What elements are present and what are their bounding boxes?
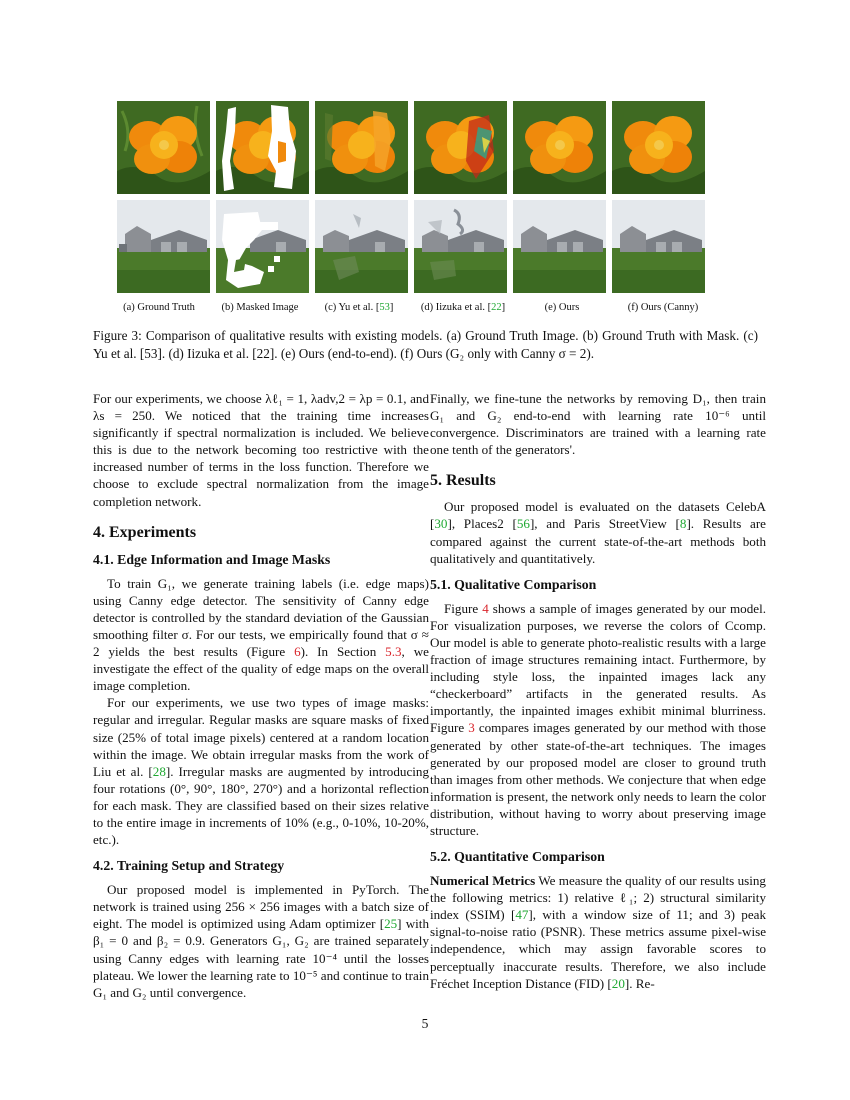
paragraph: For our experiments, we use two types of image masks: regular and irregular. Regular masks are square masks of fixed size (25% of total image pixels) centered at a random location within the image. We obtain irregular masks from the work of Liu et al. [28]. Irregular masks are augmented by introducing four rotations (0°, 90°, 180°, 270°) and a horizontal reflection for each mask. They are classified based on their sizes relative to the entire image in increments of 10% (e.g., 0-10%, 10-20%, etc.). (93, 695, 429, 848)
right-column (430, 390, 766, 992)
figure-link[interactable]: 4 (482, 600, 489, 616)
figure-link[interactable]: 6 (294, 644, 301, 660)
subcaption-f: (f) Ours (Canny) (627, 302, 699, 313)
figure-link[interactable]: 3 (468, 720, 475, 736)
subsection-heading: 4.1. Edge Information and Image Masks (93, 551, 331, 567)
citation-link[interactable]: 53 (379, 302, 390, 313)
paragraph: To train G₁, we generate training labels (i.e. edge maps) using Canny edge detector. The sensitivity of Canny edge detector is controlled by the standard deviation of the Gaussian smoothing filter σ. For our tests, we empirically found that σ ≈ 2 yields the best results (Figure 6). In Section 5.3, we investigate the effect of the quality of edge maps on the overall image completion. (93, 575, 429, 694)
citation-link[interactable]: 28 (152, 763, 166, 779)
subcaption-c: (c) Yu et al. [53] (324, 302, 394, 313)
citation-link[interactable]: 56 (516, 516, 530, 532)
citation-link[interactable]: 20 (611, 975, 625, 991)
paragraph: Our proposed model is evaluated on the datasets CelebA [30], Places2 [56], and Paris StreetView [8]. Results are compared against the current state-of-the-art methods both qualitatively and quantitatively. (430, 499, 766, 566)
subsection-heading: 5.2. Quantitative Comparison (430, 849, 605, 865)
flower-masked-image (216, 101, 309, 194)
paragraph: Numerical Metrics We measure the quality of our results using the following metrics: 1) relative ℓ₁; 2) structural similarity index (SSIM) [47], with a window size of 11; and 3) peak signal-to-noise ratio (PSNR). These metrics assume pixel-wise independence, which may assign favorable scores to perceptually inaccurate results. Therefore, we also include Fréchet Inception Distance (FID) [20]. Re- (430, 873, 766, 991)
citation-link[interactable]: 25 (384, 916, 398, 932)
paragraph: Finally, we fine-tune the networks by removing D₁, then train G₁ and G₂ end-to-end with learning rate 10⁻⁶ until convergence. Discriminators are trained with a learning rate one tenth of the generators'. (430, 391, 766, 458)
citation-link[interactable]: 8 (679, 516, 687, 532)
section-heading: 5. Results (430, 472, 496, 490)
subcaption-e: (e) Ours (544, 302, 580, 313)
flower-iizuka-result (414, 101, 507, 194)
section-link[interactable]: 5.3 (385, 644, 402, 660)
flower-row (117, 101, 711, 194)
house-ours-canny-result (612, 200, 705, 293)
house-ground-truth-image (117, 200, 210, 293)
paragraph-heading: Numerical Metrics (430, 873, 536, 889)
left-column (93, 390, 429, 1001)
house-iizuka-result (414, 200, 507, 293)
citation-link[interactable]: 47 (515, 907, 529, 923)
subsection-heading: 5.1. Qualitative Comparison (430, 576, 597, 592)
figure-3-grid (117, 101, 711, 299)
house-ours-result (513, 200, 606, 293)
subcaption-b: (b) Masked Image (221, 302, 299, 313)
house-row (117, 200, 711, 293)
subfigure-captions (108, 302, 720, 313)
figure-caption: Figure 3: Comparison of qualitative results with existing models. (a) Ground Truth Image. (b) Ground Truth with Mask. (c) Yu et al. [53]. (d) Iizuka et al. [22]. (e) Ours (end-to-end). (f) Ours (G₂ only with Canny σ = 2). (93, 328, 758, 361)
subcaption-d: (d) Iizuka et al. [22] (420, 302, 506, 313)
subcaption-a: (a) Ground Truth (123, 302, 195, 313)
page-number: 5 (421, 1016, 429, 1031)
paragraph: For our experiments, we choose λℓ₁ = 1, λadv,2 = λp = 0.1, and λs = 250. We noticed that the training time increases significantly if spectral normalization is included. We believe this is due to the network becoming too restrictive with the increased number of terms in the loss function. Therefore we choose to exclude spectral normalization from the image completion network. (93, 391, 429, 509)
house-yu-result (315, 200, 408, 293)
flower-ours-canny-result (612, 101, 705, 194)
flower-ours-result (513, 101, 606, 194)
paragraph: Figure 4 shows a sample of images generated by our model. For visualization purposes, we reverse the colors of Ccomp. Our model is able to generate photo-realistic results with a large fraction of image structures remaining intact. Furthermore, by including style loss, the inpainted images lack any “checkerboard” artifacts in the generated results. As importantly, the inpainted images exhibit minimal blurriness. Figure 3 compares images generated by our method with those generated by other state-of-the-art techniques. The images generated by our proposed model are closer to ground truth than images from other methods. We conjecture that when edge information is present, the network only needs to learn the color distribution, without having to worry about preserving image structure. (430, 600, 766, 838)
subsection-heading: 4.2. Training Setup and Strategy (93, 858, 285, 874)
section-heading: 4. Experiments (93, 523, 197, 541)
citation-link[interactable]: 22 (491, 302, 502, 313)
house-masked-image (216, 200, 309, 293)
flower-ground-truth-image (117, 101, 210, 194)
flower-yu-result (315, 101, 408, 194)
citation-link[interactable]: 30 (434, 516, 448, 532)
paragraph: Our proposed model is implemented in PyTorch. The network is trained using 256 × 256 images with a batch size of eight. The model is optimized using Adam optimizer [25] with β₁ = 0 and β₂ = 0.9. Generators G₁, G₂ are trained separately using Canny edges with learning rate 10⁻⁴ until the losses plateau. We lower the learning rate to 10⁻⁵ and continue to train G₁ and G₂ until convergence. (93, 882, 429, 1000)
